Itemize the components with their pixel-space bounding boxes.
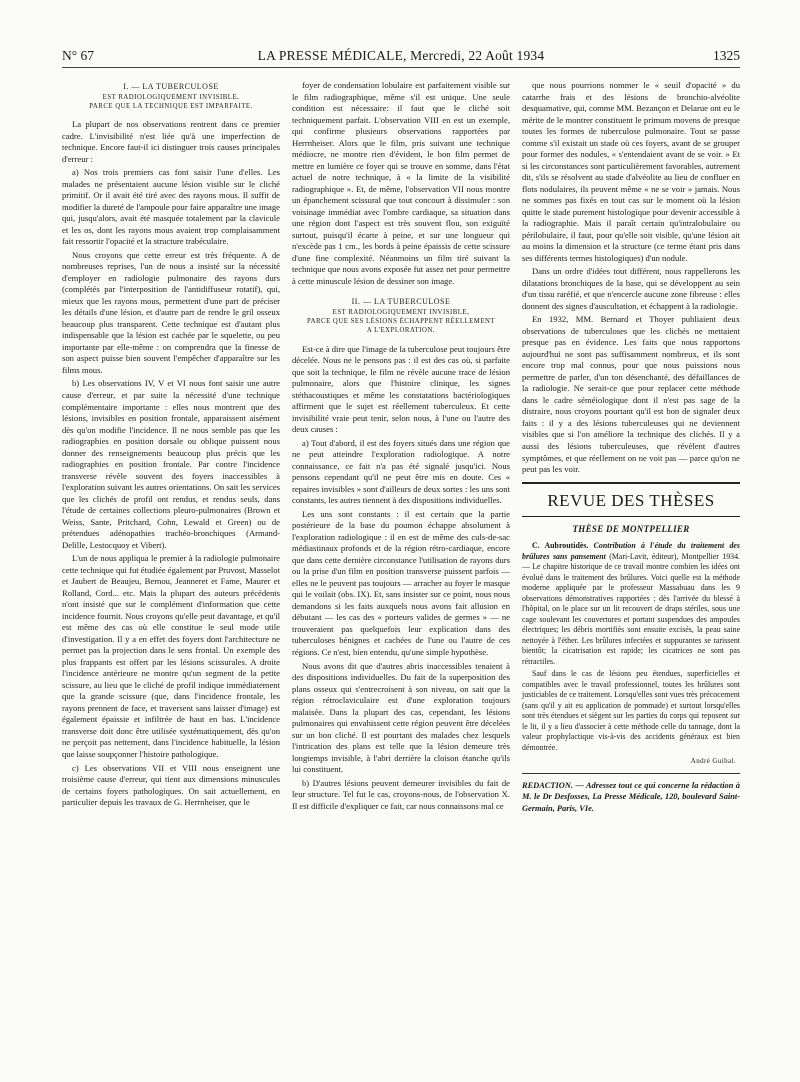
section-heading-line: PARCE QUE SES LÉSIONS ÉCHAPPENT RÉELLEMENT	[306, 318, 496, 326]
revue-title: REVUE DES THÈSES	[547, 490, 715, 510]
paragraph: Les uns sont constants : il est certain que la partie postérieure de la base du poumon échappe absolument à l'exploration radiologique : il en est de même des culs-de-sac médiastinaux profonds et de la région rétro-cardiaque, encore que dans cette dernière circonstance l'utilisation de rayons durs ou la prise d'un film en position transverse puissent parfois — elles ne le peuvent pas toujours — arracher au foyer le masque qui le voilait (obs. IX). Et, sans insister sur ce point, nous nous demandons si les faits auxquels nous avons fait allusion en débutant — les cas des « porteurs valides de germes » — ne trouveraient pas quelquefois leur explication dans des tuberculoses bénignes et cachées de l'une ou l'autre de ces régions. Ce n'est, bien entendu, qu'une simple hypothèse.	[292, 508, 510, 657]
section-heading-line: EST RADIOLOGIQUEMENT INVISIBLE,	[102, 93, 240, 101]
revue-des-theses-banner	[522, 482, 740, 518]
paragraph: En 1932, MM. Bernard et Thoyer publiaient deux observations de tuberculoses que les clichés ne mettaient presque pas en évidence. Les faits que nous rapportons aujourd'hui ne sont pas suffisamment nombreux, et ils sont encore trop mal connus, pour que nous puissions nous permettre de parler, d'un ton désenchanté, des défaillances de la radiologie. Ne serait-ce que pour replacer cette méthode dans le cadre séméiologique dont il n'est pas sage de la distraire, nous croyons pourtant qu'il est bon de signaler deux faits : il y a des lésions tuberculeuses qui ne deviennent visibles que si l'on améliore la technique des clichés. Il y a aussi des lésions tuberculeuses, que révèlent d'autres symptômes, et que réellement on ne voit pas — parce qu'on ne peut pas les voir.	[522, 314, 740, 475]
section-heading-1	[62, 82, 280, 111]
these-heading: THÈSE DE MONTPELLIER	[572, 524, 690, 535]
these-text: — Le chapitre historique de ce travail montre combien les idées ont évolué dans le traitement des brûlures. Voici quelle est la méthode moderne appliquée par le professeur Massabuau dans les 9 observations démonstratives rapportées : dès l'arrivée du blessé à l'hôpital, on le place sur un lit recouvert de draps stériles, sous une cage soulevant les couvertures et portant suspendues des ampoules électriques; les débris mortifiés sont ensuite excisés, la peau saine nettoyée à l'éther. Les brûlures infectées et suppurantes se tarissent bientôt; la cicatrisation est rapide; les cicatrices ne sont pas rétractiles.	[522, 562, 740, 666]
these-text: Sauf dans le cas de lésions peu étendues, superficielles et compatibles avec le travail professionnel, toutes les brûlures sont justiciables de ce traitement. Lorsqu'elles sont vues très précocement (sans qu'il y ait eu application de pommade) et surtout lorsqu'elles sont très étendues et siègent sur les parties du corps qui reposent sur le lit, il y a lieu d'associer à cette méthode celle du tannage, dont la valeur prophylactique vis-à-vis des accidents généraux est bien démontrée.	[522, 669, 740, 752]
section-heading-line: PARCE QUE LA TECHNIQUE EST IMPARFAITE.	[89, 102, 253, 110]
paragraph: Dans un ordre d'idées tout différent, nous rappellerons les dilatations bronchiques de la base, qui se développent au sein d'un tissu raréfié, et que n'encercle aucune zone fibreuse : elles donnent des signes d'auscultation, et échappent à la radiologie.	[522, 266, 740, 311]
paragraph: foyer de condensation lobulaire est parfaitement visible sur le film radiographique, même s'il est unique. Une seule condition est nécessaire: il faut que le cliché soit techniquement parfait. L'observation VIII en est un exemple, qui confirme plusieurs observations rapportées par Herrnheiser. Alors que le film, pris suivant une technique médiocre, ne montre rien d'évident, le bon film permet de mettre en lumière ce foyer qui se trouve en somme, dans l'état actuel de notre technique, à « la limite de la visibilité radiographique ». Et, de même, l'observation VII nous montre un épanchement scissural que tout concourt à dissimuler : son voisinage immédiat avec l'ombre cardiaque, sa situation dans une région dont l'aspect est très souvent flou, son exiguïté surtout, puisqu'il écarte à peine, et sur une longueur qui n'excède pas 1 cm., les bords à peine épaissis de cette scissure d'une fine complexité. Néanmoins un film tiré suivant la technique que nous avons exposée fut assez net pour permettre à cette minuscule lésion de dessiner son image.	[292, 80, 510, 286]
these-author: C. Aubroutidès.	[532, 541, 589, 551]
issue-number: N° 67	[62, 48, 95, 63]
redaction-label: REDACTION.	[522, 780, 573, 790]
these-publisher: (Mari-Lavit, éditeur), Montpellier 1934.	[609, 551, 741, 561]
paragraph: b) D'autres lésions peuvent demeurer invisibles du fait de leur structure. Tel fut le cas, croyons-nous, de l'observation X. Il est difficile d'expliquer ce fait, car nous connaissons mal ce	[292, 777, 510, 811]
signature: André Guibal.	[690, 757, 736, 766]
these-title: Contribution à l'étude du traitement des brûlures sans pansement	[522, 541, 740, 561]
redaction-text: — Adressez tout ce qui concerne la rédaction à M. le Dr Desfosses, La Presse Médicale, 120, boulevard Saint-Germain, Paris, VIe.	[522, 780, 740, 814]
paragraph: Est-ce à dire que l'image de la tuberculose peut toujours être décelée. Nous ne le pensons pas : il est des cas où, si parfaite que soit la technique, le film ne révèle aucune trace de lésion pulmonaire, alors que l'histoire clinique, les signes stéthacoustiques et même les constatations bactériologiques affirment que le sujet est réellement tuberculeux. Et cette invisibilité vraie peut tenir, selon nous, à l'une ou l'autre des deux causes :	[292, 343, 510, 435]
column-2	[292, 80, 510, 814]
paragraph: a) Nos trois premiers cas font saisir l'une d'elles. Les malades ne présentaient aucune lésion visible sur le cliché primitif. Or il avait été tiré avec des rayons mous. Il suffit de modifier la dureté de l'ampoule pour faire apparaître une image qui, jusqu'alors, avait été masquée totalement par la clavicule et les os, dont les rayons mous avaient trop complaisamment fait ressortir l'opacité et la structure trabéculaire.	[62, 167, 280, 247]
redaction-notice	[522, 773, 740, 815]
paragraph: que nous pourrions nommer le « seuil d'opacité » du catarrhe frais et des lésions de bronchio-alvéolite desquamative, qui, comme MM. Bezançon et Delarue ont eu le mérite de le montrer constituent le primum movens de presque toutes les formes de tuberculose pulmonaire. Tout se passe comme s'il existait un stade où ces foyers, avant de se grouper pour former des nodules, « s'entendaient avant de se voir. » Et si les circonstances sont particulièrement favorables, autrement dit, s'ils se résolvent au stade d'alvéolite au lieu de confluer en flots nodulaires, ils peuvent même « ne se voir » jamais. Nous ne sommes pas fixés en tout cas sur le moment où la lésion quitte le stade purement histologique pour devenir accessible à la radiographie. Mais il paraît certain qu'intralobulaire ou périlobulaire, il faut, pour qu'elle soit visible, qu'une lésion ait au moins la dimension et la structure (ce terme étant pris dans ses différents termes histologiques) d'un nodule.	[522, 80, 740, 263]
section-heading-2	[292, 297, 510, 335]
column-1	[62, 80, 280, 811]
section-heading-line: A L'EXPLORATION.	[366, 327, 436, 335]
paragraph: Nous avons dit que d'autres abris inaccessibles tenaient à des dispositions individuelles. Du fait de la superposition des plans osseux qui s'entrecroisent à son niveau, on sait que la région rétroclaviculaire est d'une exploration toujours malaisée. Dans la plupart des cas, cependant, les lésions pulmonaires qui envahissent cette région peuvent être décelées sur un bon cliché. Il est pourtant des malades chez lesquels l'intrication des plans est telle que la lésion demeure très longtemps invisible, à l'abri derrière la cloison étanche qu'ils lui constituent.	[292, 660, 510, 775]
section-heading-line: I. — LA TUBERCULOSE	[123, 82, 219, 91]
paragraph: Nous croyons que cette erreur est très fréquente. A de nombreuses reprises, l'un de nous a insisté sur la nécessité d'employer en radiologie pulmonaire des rayons durs (complétés par l'interposition de l'antidiffuseur rotatif), qui, mieux que les rayons mous, permettent d'une part de préciser les détails d'une lésion, et d'autre part de rendre le gril osseux beaucoup plus transparent. Cette technique est d'autant plus indispensable que la lésion est cachée par le squelette, ou peu importante par elle-même : on comprendra que la finesse de son aspect puisse bien souvent l'empêcher d'apparaître sur les films mous.	[62, 249, 280, 375]
paragraph: c) Les observations VII et VIII nous enseignent une troisième cause d'erreur, qui tient aux dimensions minuscules de certains foyers pathologiques. On sait actuellement, en particulier depuis les travaux de G. Herrnheiser, que le	[62, 762, 280, 808]
section-heading-line: EST RADIOLOGIQUEMENT INVISIBLE,	[332, 309, 470, 317]
header-rule	[62, 67, 740, 68]
section-heading-line: II. — LA TUBERCULOSE	[351, 297, 451, 307]
paragraph: La plupart de nos observations rentrent dans ce premier cadre. L'invisibilité n'est liée qu'à une imperfection de technique. Encore faut-il ici distinguer trois causes principales d'erreur :	[62, 119, 280, 164]
paragraph: b) Les observations IV, V et VI nous font saisir une autre cause d'erreur, et par suite la nécessité d'une technique complémentaire importante : elles nous montrent que des lésions, invisibles en position frontale, apparaissent aisément dès qu'on modifie l'incidence. Il ne nous semble pas que les radiographies en position dorsale ou oblique puissent nous donner des renseignements beaucoup plus précis que les radiographies en position frontale. Par contre l'incidence transverse révèle souvent des foyers inaccessibles à l'exploration suivant les autres orientations. On sait les services que les clichés de profil ont rendus, et rendus seuls, dans l'étude de certaines collections pleuro-pulmonaires (Brown et Weiss, Sante, Pritchard, Cohn, Lewald et Green) ou de prétendues adénopathies trachéo-bronchiques (Armand-Delille, Lestocquoy et Vibert).	[62, 378, 280, 550]
page-header	[62, 48, 740, 68]
journal-title: LA PRESSE MÉDICALE, Mercredi, 22 Août 1934	[257, 48, 545, 63]
page-number: 1325	[713, 48, 740, 63]
column-3	[522, 80, 740, 815]
paragraph: a) Tout d'abord, il est des foyers situés dans une région que ne peut atteindre l'exploration radiologique. A notre connaissance, ce fait n'a pas été signalé jusqu'ici. Nous pensons cependant qu'il ne peut être mis en doute. Ces « repaires invisibles » sont d'ailleurs de deux sortes : les uns sont constants, les autres tiennent à des dispositions individuelles.	[292, 437, 510, 506]
these-review	[522, 541, 740, 753]
paragraph: L'un de nous appliqua le premier à la radiologie pulmonaire cette technique qui fut étudiée également par Pruvost, Masselot et Jaubert de Beaujeu, Bernou, Jeanneret et Fame, Maurer et Rolland, Cord... etc. Mais la plupart des auteurs précédents n'ont insisté que sur le complément d'information que cette incidence fournit. Nous croyons qu'elle peut davantage, et qu'il est même des cas où elle constitue le seul mode utile d'investigation. Il y a en effet des foyers dont l'architecture ne permet pas la projection dans le sens frontal. Un exemple des plus frappants est offert par les lésions scissurales. A droite l'incidence antérieure ne montre qu'un segment de la petite scissure, au lieu que le cliché de profil indique immédiatement que la grande scissure (que, dans l'incidence frontale, les rayons prennent de face, et traversent sans laisser d'image) est également épaissie et infiltrée de haut en bas. L'incidence transverse doit donc être utilisée systématiquement, dès qu'on ne perçoit pas nettement, dans l'incidence habituelle, la lésion que laisse soupçonner l'histoire pathologique.	[62, 553, 280, 759]
